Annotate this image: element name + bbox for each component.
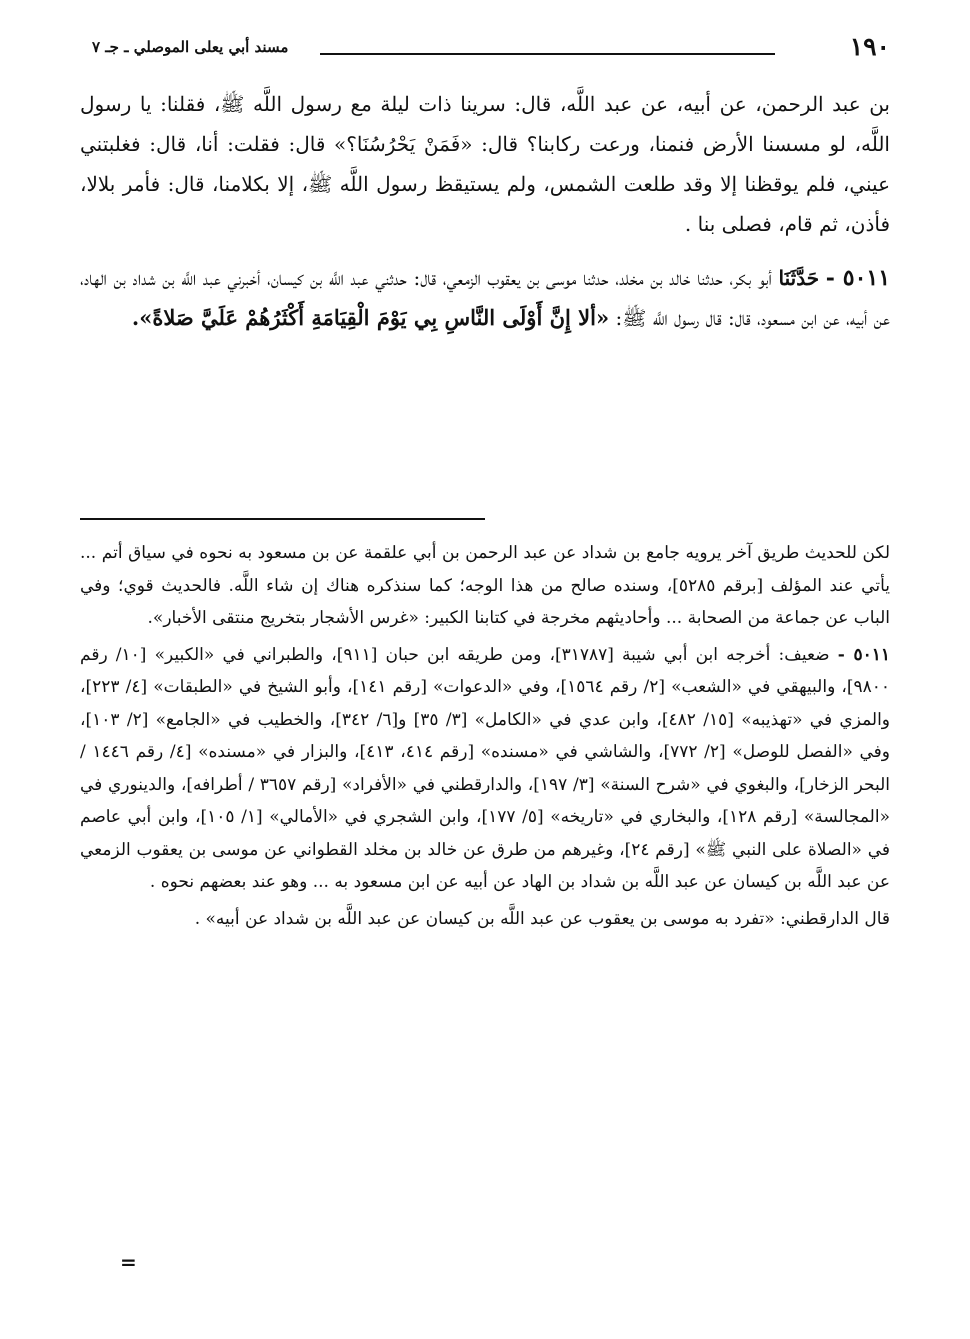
footnotes bbox=[80, 537, 890, 935]
footnote-number: ٥٠١١ - bbox=[837, 644, 890, 665]
header-rule bbox=[320, 53, 775, 55]
footnote-separator bbox=[80, 518, 485, 520]
page-number: ١٩٠ bbox=[849, 32, 890, 61]
footnote-continuation: لكن للحديث طريق آخر يرويه جامع بن شداد عن عبد الرحمن بن أبي علقمة عن بن مسعود به نحوه في سياق أتم ... يأتي عند المؤلف [برقم ٥٢٨٥]، وسنده صالح من هذا الوجه؛ كما سنذكره هناك إن شاء اللَّه. فالحديث قوي؛ وفي الباب عن جماعة من الصحابة ... وأحاديثهم مخرجة في كتابنا الكبير: «غرس الأشجار بتخريج منتقى الأخبار». bbox=[80, 543, 890, 628]
haddathana-word: حَدَّثَنَا bbox=[778, 266, 820, 290]
footnote-text: ضعيف: أخرجه ابن أبي شيبة [٣١٧٨٧]، ومن طريقه ابن حبان [٩١١]، والطبراني في «الكبير» [١٠/ رقم ٩٨٠٠]، والبيهقي في «الشعب» [٢/ رقم ١٥٦٤]، وفي «الدعوات» [رقم ١٤١]، وأبو الشيخ في «الطبقات» [٤/ ٢٢٣]، والمزي في «تهذيبه» [١٥/ ٤٨٢]، وابن عدي في «الكامل» [٣/ ٣٥] و[٦/ ٣٤٢]، والخطيب في «الجامع» [٢/ ١٠٣]، وفي «الفصل للوصل» [٢/ ٧٧٢]، والشاشي في «مسنده» [رقم ٤١٤، ٤١٣]، والبزار في «مسنده» [٤/ رقم ١٤٤٦ / البحر الزخار]، والبغوي في «شرح السنة» [٣/ ١٩٧]، والدارقطني في «الأفراد» [رقم ٣٦٥٧ / أطرافه]، والدينوري في «المجالسة» [رقم ١٢٨]، والبخاري في «تاريخه» [٥/ ١٧٧]، وابن الشجري في «الأمالي» [١/ ١٠٥]، وابن أبي عاصم في «الصلاة على النبي ﷺ» [رقم ٢٤]، وغيرهم من طرق عن خالد بن مخلد القطواني عن موسى بن يعقوب الزمعي عن عبد اللَّه بن كيسان عن عبد اللَّه بن شداد بن الهاد عن أبيه عن ابن مسعود به ... وهو عند بعضهم نحوه . bbox=[80, 644, 891, 892]
hadith-matn: «ألا إِنَّ أَوْلَى النَّاسِ بِي يَوْمَ الْقِيَامَةِ أَكْثَرُهُمْ عَلَيَّ صَلاةً». bbox=[131, 305, 610, 330]
hadith-isnad: أبو بكر، حدثنا خالد بن مخلد، حدثنا موسى بن يعقوب الزمعي، قال: حدثني عبد اللَّه بن كيسان، أخبرني عبد اللَّه بن شداد بن الهاد، عن أبيه، عن ابن مسعود، قال: قال رسول اللَّه ﷺ: bbox=[80, 266, 890, 330]
running-header bbox=[80, 30, 890, 70]
footnote-daraqutni: قال الدارقطني: «تفرد به موسى بن يعقوب عن عبد اللَّه بن كيسان عن عبد اللَّه بن شداد عن أبيه» . bbox=[194, 908, 890, 929]
page bbox=[80, 22, 890, 1322]
running-title: مسند أبي يعلى الموصلي ـ جـ ٧ bbox=[92, 38, 289, 56]
paragraph-continuation: بن عبد الرحمن، عن أبيه، عن عبد اللَّه، قال: سرينا ذات ليلة مع رسول اللَّه ﷺ، فقلنا: يا رسول اللَّه، لو مسسنا الأرض فنمنا، ورعت ركابنا؟ قال: «فَمَنْ يَحْرُسُنَا؟» قال: فقلت: أنا، قال: فغلبتني عيني، فلم يوقظنا إلا وقد طلعت الشمس، ولم يستيقظ رسول اللَّه ﷺ، إلا بكلامنا، قال: فأمر بلالا، فأذن، ثم قام، فصلى بنا . bbox=[80, 92, 891, 236]
hadith-5011 bbox=[80, 258, 890, 338]
main-text bbox=[80, 84, 890, 338]
footnote-5011 bbox=[80, 639, 890, 899]
continuation-mark: = bbox=[120, 1250, 137, 1274]
hadith-number: ٥٠١١ - bbox=[825, 265, 891, 291]
